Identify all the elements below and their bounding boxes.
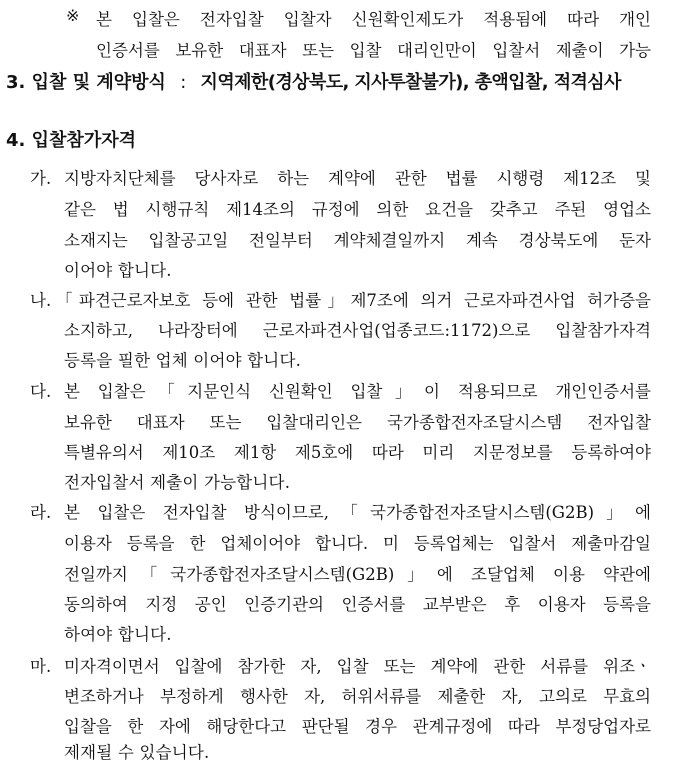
item-marker: 라. [30,503,52,522]
item-line: 전자입찰서 제출이 가능합니다. [64,473,291,492]
item-marker: 마. [30,657,52,676]
item-line: 입찰을 한 자에 해당한다고 판단될 경우 관계규정에 따라 부정당업자로 [64,717,651,736]
section-4-title: 입찰참가자격 [31,130,136,151]
item-line: 같은 법 시행규칙 제14조의 규정에 의한 요건을 갖추고 주된 영업소 [64,200,651,219]
note-line-2: 인증서를 보유한 대표자 또는 입찰 대리인만이 입찰서 제출이 가능 [96,41,651,60]
item-line: 「파견근로자보호 등에 관한 법률」제7조에 의거 근로자파견사업 허가증을 [56,291,651,310]
item-line: 본 입찰은 전자입찰 방식이므로,「국가종합전자조달시스템(G2B)」에 [64,503,651,522]
item-line: 제재될 수 있습니다. [64,743,210,762]
note-line-1: 본 입찰은 전자입찰 입찰자 신원확인제도가 적용됨에 따라 개인 [96,10,651,29]
note-mark: ※ [66,6,80,25]
item-marker: 가. [30,169,52,188]
item-line: 소지하고, 나라장터에 근로자파견사업(업종코드:1172)으로 입찰참가자격 [64,321,651,340]
section-4-number: 4. [6,130,26,151]
item-line: 동의하여 지정 공인 인증기관의 인증서를 교부받은 후 이용자 등록을 [64,595,651,614]
section-3-heading [6,68,621,94]
item-marker: 다. [30,382,52,401]
item-line: 이어야 합니다. [64,261,172,280]
section-3-number: 3. [6,72,26,93]
section-4-heading [6,126,136,152]
item-line: 미자격이면서 입찰에 참가한 자, 입찰 또는 계약에 관한 서류를 위조ㆍ [64,657,651,676]
item-line: 소재지는 입찰공고일 전일부터 계약체결일까지 계속 경상북도에 둔자 [64,231,651,250]
item-line: 특별유의서 제10조 제1항 제5호에 따라 미리 지문정보를 등록하여야 [64,443,651,462]
item-line: 본 입찰은「지문인식 신원확인 입찰」이 적용되므로 개인인증서를 [64,382,651,401]
item-line: 이용자 등록을 한 업체이어야 합니다. 미 등록업체는 입찰서 제출마감일 [64,534,651,553]
item-line: 보유한 대표자 또는 입찰대리인은 국가종합전자조달시스템 전자입찰 [64,413,651,432]
section-3-separator: : [180,72,187,93]
item-line: 지방자치단체를 당사자로 하는 계약에 관한 법률 시행령 제12조 및 [64,169,651,188]
item-line: 등록을 필한 업체 이어야 합니다. [64,351,302,370]
section-3-label: 입찰 및 계약방식 [31,72,166,93]
item-marker: 나. [30,291,52,310]
item-line: 전일까지「국가종합전자조달시스템(G2B)」에 조달업체 이용 약관에 [64,565,651,584]
contract-method: 지역제한(경상북도, 지사투찰불가), 총액입찰, 적격심사 [200,72,621,93]
item-line: 하여야 합니다. [64,625,172,644]
item-line: 변조하거나 부정하게 행사한 자, 허위서류를 제출한 자, 고의로 무효의 [64,687,651,706]
